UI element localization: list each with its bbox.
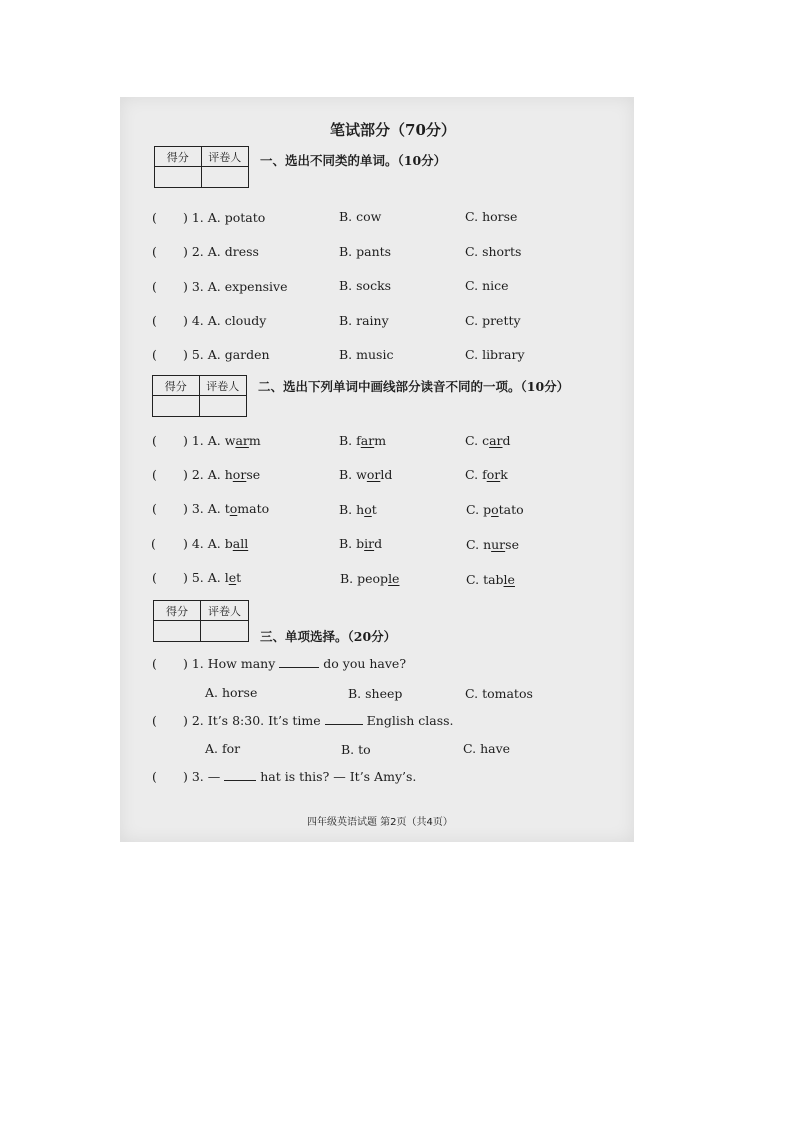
score-box-2 — [152, 375, 247, 417]
option-a — [183, 467, 260, 482]
option-prefix: ) 4. A. — [183, 536, 225, 551]
option-c: C. pretty — [465, 313, 521, 328]
word-part: B. h — [339, 502, 365, 517]
word-part: t — [371, 502, 377, 517]
word-part: m — [248, 433, 261, 448]
word-part: B. f — [339, 433, 361, 448]
score-label: 得分 — [154, 601, 201, 621]
section-3-title: 三、单项选择。（20分） — [260, 629, 397, 644]
question-text: do you have? — [323, 656, 407, 671]
option-a: A. horse — [205, 685, 258, 700]
option-b — [339, 536, 382, 551]
question-text: ) 1. How many — [183, 656, 276, 671]
underlined-part: ar — [489, 433, 503, 448]
word-part: C. tab — [466, 572, 504, 587]
option-a: ) 1. A. potato — [183, 210, 266, 225]
section-1-title: 一、选出不同类的单词。（10分） — [260, 153, 447, 168]
question-1 — [183, 656, 406, 671]
question-3 — [183, 769, 416, 784]
option-prefix: ) 3. A. — [183, 501, 225, 516]
option-c — [465, 433, 511, 448]
option-b: B. cow — [339, 209, 382, 224]
underlined-part: or — [232, 467, 247, 482]
underlined-part: ar — [360, 433, 375, 448]
word-part: w — [224, 433, 236, 448]
option-b — [339, 502, 377, 517]
score-label: 得分 — [155, 147, 202, 167]
score-cell — [153, 396, 200, 416]
grader-label: 评卷人 — [202, 147, 249, 167]
question-text: ) 3. — — [183, 769, 221, 784]
option-prefix: ) 1. A. — [183, 433, 225, 448]
option-c: C. shorts — [465, 244, 522, 259]
option-a — [183, 536, 248, 551]
underlined-part: le — [503, 572, 515, 587]
word-part: B. b — [339, 536, 365, 551]
option-c: C. have — [463, 741, 511, 756]
option-a: ) 2. A. dress — [183, 244, 259, 259]
question-text: hat is this? — It’s Amy’s. — [260, 769, 417, 784]
word-part: d — [374, 536, 383, 551]
option-prefix: ) 2. A. — [183, 467, 225, 482]
answer-paren: ( — [152, 467, 157, 482]
word-part: B. peop — [340, 571, 389, 586]
word-part: t — [224, 501, 230, 516]
question-2 — [183, 713, 454, 728]
score-label: 得分 — [153, 376, 200, 396]
underlined-part: o — [491, 502, 499, 517]
answer-blank — [224, 770, 256, 781]
word-part: ld — [380, 467, 393, 482]
page-title: 笔试部分（70分） — [330, 121, 456, 139]
option-b: B. music — [339, 347, 394, 362]
question-text: English class. — [366, 713, 454, 728]
answer-paren: ( — [152, 433, 157, 448]
option-b: B. sheep — [348, 686, 403, 701]
underlined-part: ur — [491, 537, 506, 552]
option-b: B. socks — [339, 278, 392, 293]
option-prefix: ) 5. A. — [183, 570, 225, 585]
underlined-part: e — [228, 570, 237, 585]
option-c: C. library — [465, 347, 525, 362]
answer-paren: ( — [152, 244, 157, 259]
option-c — [466, 537, 519, 552]
option-c — [466, 502, 524, 517]
grader-label: 评卷人 — [200, 376, 247, 396]
grader-cell — [201, 621, 248, 641]
answer-paren: ( — [151, 536, 156, 551]
underlined-part: or — [486, 467, 501, 482]
option-c: C. nice — [465, 278, 509, 293]
answer-paren: ( — [152, 570, 157, 585]
grader-cell — [200, 396, 247, 416]
option-a — [183, 570, 241, 585]
option-c: C. horse — [465, 209, 518, 224]
word-part: h — [224, 467, 233, 482]
score-box-3 — [153, 600, 249, 642]
answer-paren: ( — [152, 313, 157, 328]
answer-blank — [279, 657, 319, 668]
word-part: l — [224, 570, 229, 585]
question-text: ) 2. It’s 8:30. It’s time — [183, 713, 321, 728]
word-part: C. f — [465, 467, 487, 482]
grader-label: 评卷人 — [201, 601, 248, 621]
underlined-part: ir — [364, 536, 375, 551]
underlined-part: ar — [235, 433, 249, 448]
word-part: se — [505, 537, 519, 552]
option-b: B. to — [341, 742, 371, 757]
grader-cell — [202, 167, 249, 187]
option-b: B. pants — [339, 244, 392, 259]
option-b — [339, 433, 386, 448]
answer-paren: ( — [152, 347, 157, 362]
score-cell — [154, 621, 201, 641]
word-part: C. p — [466, 502, 492, 517]
option-b: B. rainy — [339, 313, 389, 328]
underlined-part: all — [232, 536, 249, 551]
option-a: A. for — [205, 741, 241, 756]
option-a — [183, 433, 261, 448]
score-cell — [155, 167, 202, 187]
page-footer: 四年级英语试题 第2页（共4页） — [307, 817, 453, 828]
word-part: m — [374, 433, 387, 448]
answer-paren: ( — [152, 769, 157, 784]
answer-blank — [325, 714, 363, 725]
word-part: d — [502, 433, 511, 448]
option-b — [339, 467, 392, 482]
underlined-part: or — [366, 467, 381, 482]
option-a: ) 3. A. expensive — [183, 279, 288, 294]
answer-paren: ( — [152, 279, 157, 294]
option-a: ) 4. A. cloudy — [183, 313, 267, 328]
option-a: ) 5. A. garden — [183, 347, 270, 362]
option-b — [340, 571, 399, 586]
word-part: t — [236, 570, 242, 585]
option-a — [183, 501, 269, 516]
underlined-part: o — [229, 501, 238, 516]
option-c — [465, 467, 508, 482]
underlined-part: o — [364, 502, 372, 517]
word-part: mato — [237, 501, 270, 516]
answer-paren: ( — [152, 210, 157, 225]
word-part: se — [246, 467, 261, 482]
answer-paren: ( — [152, 713, 157, 728]
option-c: C. tomatos — [465, 686, 533, 701]
word-part: b — [224, 536, 233, 551]
word-part: B. w — [339, 467, 367, 482]
word-part: tato — [498, 502, 524, 517]
underlined-part: le — [388, 571, 400, 586]
option-c — [466, 572, 515, 587]
answer-paren: ( — [152, 501, 157, 516]
word-part: C. n — [466, 537, 492, 552]
word-part: C. c — [465, 433, 490, 448]
word-part: k — [500, 467, 508, 482]
answer-paren: ( — [152, 656, 157, 671]
score-box-1 — [154, 146, 249, 188]
section-2-title: 二、选出下列单词中画线部分读音不同的一项。（10分） — [258, 379, 570, 394]
